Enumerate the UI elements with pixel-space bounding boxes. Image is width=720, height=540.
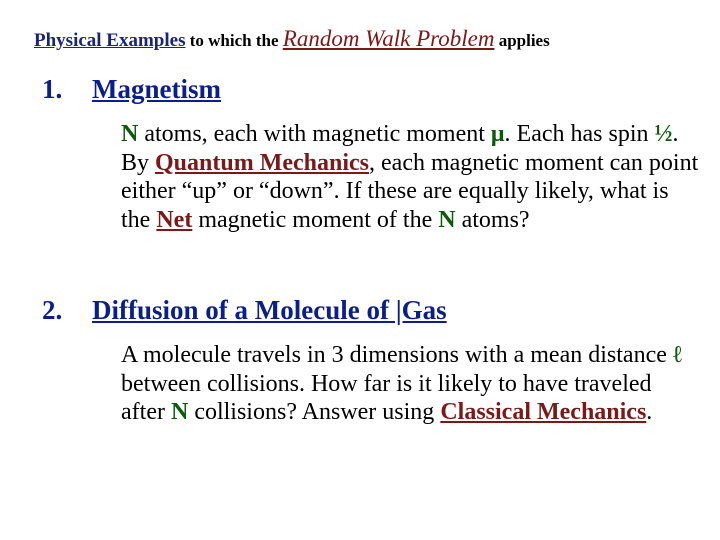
section-heading-text: Magnetism [92, 74, 221, 104]
half-symbol: ½ [654, 121, 673, 147]
n-symbol: N [438, 206, 456, 233]
text-run: atoms? [455, 206, 530, 233]
ell-symbol: ℓ [672, 342, 682, 368]
text-run: atoms, each with magnetic moment [138, 121, 491, 147]
text-run: collisions? Answer using [188, 399, 441, 425]
title-random-walk-problem: Random Walk Problem [282, 26, 495, 51]
section-heading-magnetism [42, 74, 221, 105]
text-run: A molecule travels in 3 dimensions with a mean distance [121, 342, 673, 368]
section-heading-diffusion [42, 295, 447, 326]
magnetism-paragraph [121, 120, 701, 234]
n-symbol: N [121, 121, 139, 147]
diffusion-paragraph [121, 341, 701, 427]
text-run: magnetic moment of the [192, 206, 439, 233]
title-connector: to which the [185, 31, 283, 50]
title-physical-examples: Physical Examples [34, 30, 186, 51]
net-term: Net [156, 206, 193, 233]
text-run: , each magnetic moment can point either “up” or “down”. If these are equally likely, what is the [121, 149, 699, 233]
classical-mechanics-term: Classical Mechanics [440, 399, 647, 425]
section-number: 1. [42, 74, 63, 104]
mu-symbol: μ [490, 121, 505, 147]
slide-title [34, 26, 550, 52]
text-run: . By [121, 121, 679, 176]
text-run: . Each has spin [504, 121, 655, 147]
section-number: 2. [42, 295, 63, 325]
text-run: between collisions. How far is it likely to have traveled after [121, 370, 652, 425]
quantum-mechanics-term: Quantum Mechanics [155, 149, 370, 176]
n-symbol: N [170, 399, 189, 425]
title-applies: applies [494, 31, 550, 50]
section-heading-text: Diffusion of a Molecule of |Gas [92, 295, 447, 325]
text-run: . [646, 399, 653, 425]
